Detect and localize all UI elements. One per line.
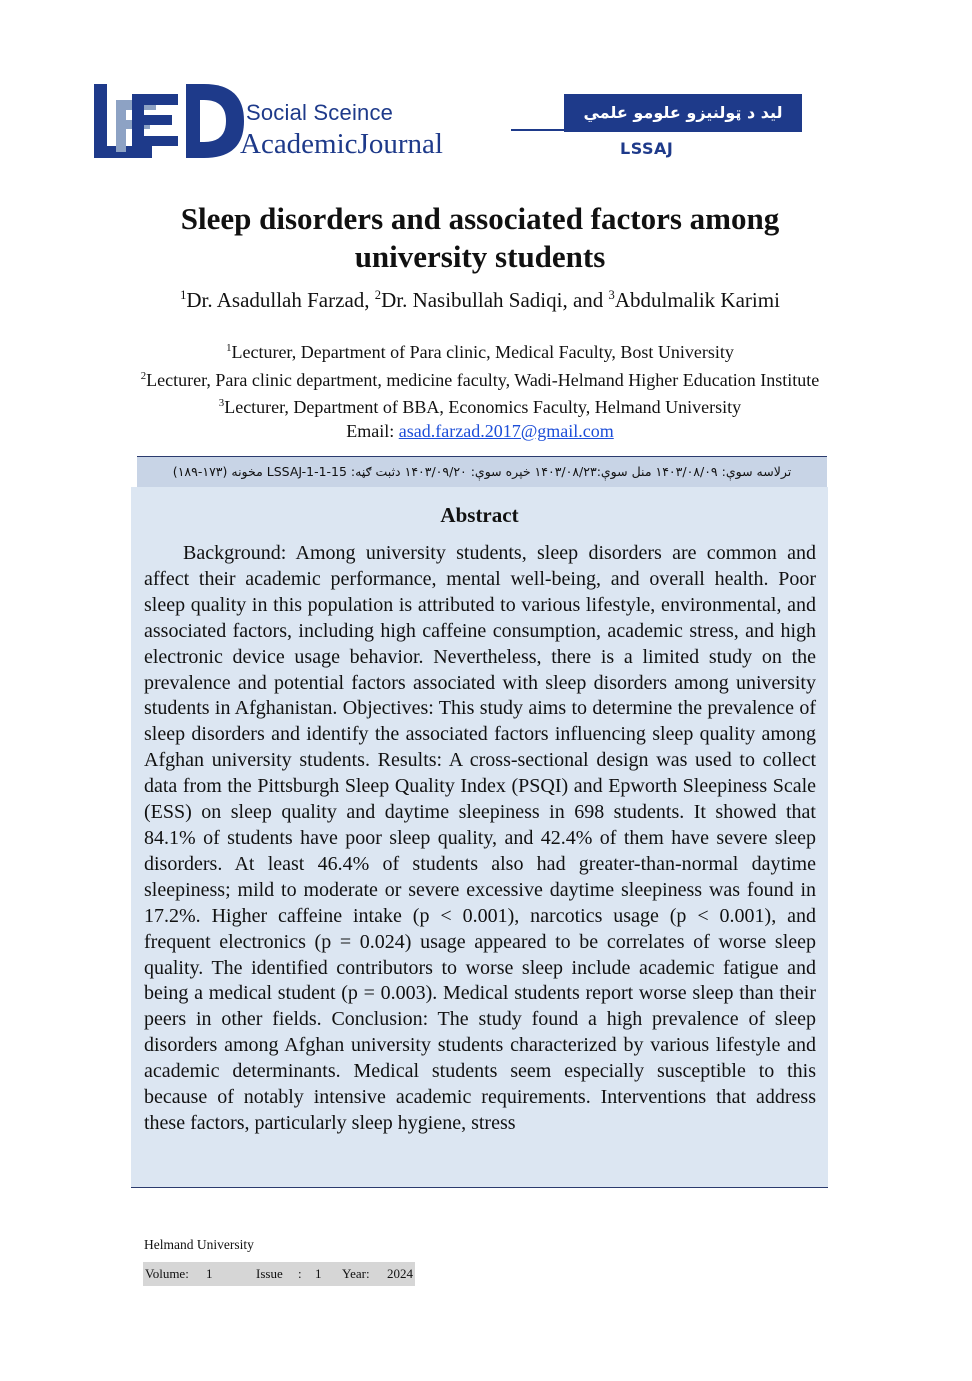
affiliations [130, 337, 830, 443]
footer-volume-bar [143, 1262, 415, 1286]
submission-meta-line: ترلاسه سوې: ۱۴۰۳/۰۸/۰۹ منل سوې:۱۴۰۳/۰۸/۲۳ خپره سوې: ۱۴۰۳/۰۹/۲۰ دثبت ګڼه: LSSAJ-1-1-15 مخونه (۱۷۳-۱۸۹) [137, 456, 827, 488]
header-rule [511, 129, 802, 131]
affiliation-line [130, 392, 830, 420]
email-label: Email: [346, 420, 399, 441]
volume-value: 1 [206, 1266, 213, 1281]
logo-line-social-science: Social Sceince [246, 100, 394, 125]
journal-abbrev: LSSAJ [620, 139, 674, 158]
affiliation-sup: 2 [140, 369, 147, 382]
affiliation-text: Lecturer, Department of Para clinic, Medical Faculty, Bost University [231, 342, 734, 362]
affiliation-line [130, 365, 830, 393]
author-sup: 3 [608, 288, 615, 302]
year-label: Year: [342, 1266, 370, 1281]
author-name: Abdulmalik Karimi [614, 288, 780, 312]
email-link[interactable]: asad.farzad.2017@gmail.com [398, 420, 614, 441]
issue-label: Issue [256, 1266, 283, 1281]
paper-title: Sleep disorders and associated factors among university students [180, 201, 780, 274]
author-sup: 2 [374, 288, 382, 302]
issue-separator: : [298, 1266, 302, 1281]
issue-value: 1 [315, 1266, 322, 1281]
leed-logo-icon [94, 82, 256, 160]
author-sup: 1 [180, 288, 187, 302]
abstract-body: Background: Among university students, sleep disorders are common and affect their academic performance, mental well-being, and overall health. Poor sleep quality in this population is attributed to various lifestyle, environmental, and associated factors, including high caffeine consumption, academic stress, and high electronic device usage behavior. Nevertheless, there is a limited study on the prevalence and potential factors associated with sleep disorders among university students in Afghanistan. Objectives: This study aims to determine the prevalence of sleep disorders and identify the associated factors influencing sleep quality among Afghan university students. Results: A cross-sectional design was used to collect data from the Pittsburgh Sleep Quality Index (PSQI) and Epworth Sleepiness Scale (ESS) on sleep quality and daytime sleepiness in 698 students. It showed that 84.1% of students have poor sleep quality, and 42.4% of them have severe sleep disorders. At least 46.4% of students also had greater-than-normal daytime sleepiness; mild to moderate or severe excessive daytime sleepiness was found in 17.2%. Higher caffeine intake (p < 0.001), narcotics usage (p < 0.001), and frequent electronics (p = 0.024) usage appeared to be correlates of worse sleep quality. The identified contributors to worse sleep include academic fatigue and being a medical student (p = 0.003). Medical students report worse sleep than their peers in other fields. Conclusion: The study found a high prevalence of sleep disorders among Afghan university students characterized by various lifestyle and academic determinants. Medical students seem especially susceptible to this because of notably intensive academic requirements. Interventions that address these factors, particularly sleep hygiene, stress [144, 542, 816, 1134]
affiliation-line [130, 337, 830, 365]
abstract-heading: Abstract [440, 503, 519, 527]
journal-name-pashto: لید د ټولنیزو علومو علمي مجله [564, 94, 802, 132]
affiliation-sup: 1 [226, 342, 232, 354]
volume-label: Volume: [145, 1266, 189, 1281]
email-line [130, 420, 830, 444]
author-name: Dr. Nasibullah Sadiqi, and [381, 288, 609, 312]
affiliation-text: Lecturer, Department of BBA, Economics Faculty, Helmand University [224, 397, 742, 417]
author-list [130, 282, 830, 314]
author-name: Dr. Asadullah Farzad, [186, 288, 375, 312]
affiliation-text: Lecturer, Para clinic department, medicine faculty, Wadi-Helmand Higher Education Institute [146, 369, 820, 390]
year-value: 2024 [387, 1266, 413, 1281]
logo-line-academic-journal: AcademicJournal [240, 128, 443, 160]
footer-university: Helmand University [144, 1237, 254, 1252]
affiliation-sup: 3 [218, 397, 225, 409]
